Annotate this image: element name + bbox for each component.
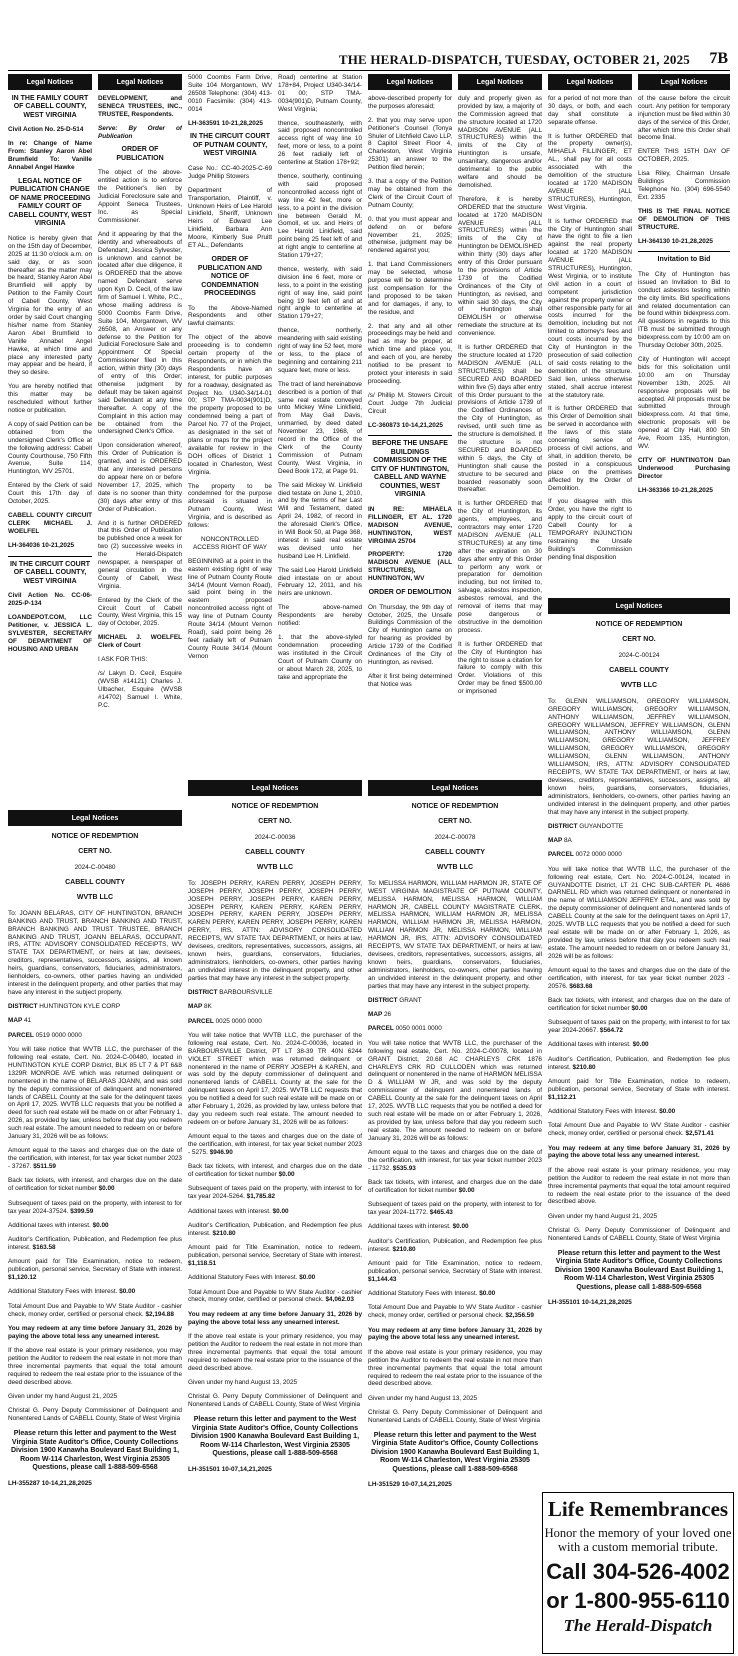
district-line bbox=[8, 1003, 182, 1011]
amount-label: Amount paid for Title Examination, notice to redeem, publication, personal service, Secretary of State with interest. bbox=[188, 1244, 362, 1260]
map-line bbox=[368, 1011, 542, 1019]
amount-4 bbox=[548, 1041, 730, 1049]
masthead bbox=[8, 50, 730, 71]
notice-body: It is further ORDERED that the City of Huntington shall have the right to file a lien against the real property located at 1720 MADISON AVENUE (ALL STRUCTURES), Huntington, West Virginia, or to institute civil action in a court of competent jurisdiction against the property owner or other responsible party for all costs incurred for the demolition, including but not limited to attorney's fees and court costs incurred by the City of Huntington in the prosecution of said collection of said costs relating to the demolition of the structure. Said lien, unless otherwise stated, shall accrue interest at the statutory rate. bbox=[548, 217, 632, 399]
notice-body: 1. that Land Commissioners may be selected, whose purpose will be to determine just compensation for the land proposed to be taken and for damages, if any, to the residue, and bbox=[368, 261, 452, 316]
amount-5 bbox=[368, 1238, 542, 1254]
notice-body: You will take notice that WVTB LLC, the purchaser of the following real estate, Cert. No. 2024-C-00078, located in GRANT District, 20.68 AC CHARLEYS CRK 1876 CHARLEYS CRK RD CULLODEN which was returned delinquent or nonentered in the name of HARMON MELISSA D & WILLIAM W JR, and was sold by the deputy commissioner of delinquent and nonentered lands of CABELL County at the sale for the delinquent taxes on April 17, 2025. WVTB LLC requests that you be notified a deed for such real estate will be made on or after February 1, 2026, as provided by law, unless before that day you redeem such real estate. The amount needed to redeem on or before January 31, 2026 will be as follows: bbox=[368, 1039, 542, 1142]
notice-body: thence, southerly, continuing with said proposed noncontrolled access right of way line 42 feet, more or less, to a point in the division line between Gerald M. Gomoll, et ux. and Heirs of Lee Harold Linkfield, said point being 25 feet left of and at right angle to centerline at Station 179+27; bbox=[278, 172, 362, 260]
amount-label: Back tax tickets, with interest, and charges due on the date of certification for ticket number bbox=[368, 1179, 542, 1194]
redemption-notice-4 bbox=[548, 598, 730, 1486]
amount-4 bbox=[188, 1208, 362, 1216]
case-number: Civil Action No. 25-D-514 bbox=[8, 126, 84, 134]
notice-body: 3. that a copy of the Petition may be obtained from the Clerk of the Circuit Court of Putnam County; bbox=[368, 178, 452, 209]
parcel-label: PARCEL bbox=[368, 1025, 394, 1033]
amount-value: $1,120.12 bbox=[8, 1274, 37, 1282]
amount-label: Total Amount Due and Payable to WV State Auditor - cashier check, money order, certified or personal check. bbox=[8, 1302, 182, 1318]
amount-value: $683.68 bbox=[569, 982, 593, 990]
given-line: Given under my hand August 21, 2025 bbox=[8, 1393, 118, 1401]
amount-label: Subsequent of taxes paid on the property, with interest to for tax year 2024-20667. bbox=[548, 1019, 730, 1035]
district-line bbox=[548, 823, 730, 831]
amount-value: $4,062.03 bbox=[325, 1296, 354, 1304]
addressees: To: GLENN WILLIAMSON, GREGORY WILLIAMSON, GREGORY WILLIAMSON, GREGORY WILLIAMSON, ANTHONY WILLIAMSON, JEFFREY WILLIAMSON, GREGORY WILLIAMSON, JEFFREY WILLIAMSON, GLENN WILLIAMSON, ANTHONY WILLIAMSON, GLENN WILLIAMSON, GREGORY WILLIAMSON, JEFFREY WILLIAMSON, GREGORY WILLIAMSON, GREGORY WILLIAMSON, GLENN WILLIAMSON, ANTHONY WILLIAMSON, IRS, ATTN: ADVISORY CONSOLIDATED RECEIPTS, WV STATE TAX DEPARTMENT, or heirs at law, devisees, creditors, representatives, successors, assigns, all known heirs, guardians, conservators, fiduciaries, administrators, lienholders, co-owners, other parties having an undivided interest in the delinquent property, and other parties that may have any interest in the subject property. bbox=[548, 697, 730, 816]
deadline-notice: You may redeem at any time before January 31, 2026 by paying the above total less any unearned interest. bbox=[8, 1324, 182, 1340]
deputy-signature: Christal G. Perry Deputy Commissioner of Delinquent and Nonentered Lands of CABELL County, State of West Virginia bbox=[548, 1227, 730, 1242]
amount-1 bbox=[548, 967, 730, 991]
notice-body: Notice is hereby given that on the 15th day of December, 2025 at 11:30 o'clock a.m. on said day, or as soon thereafter as the matter may be heard, Stanley Aaron Abel Brumfield will apply by Petition to the Family Court of Cabell County, West Virginia for the entry of an order by said Court changing his/her name from Stanley Aaron Abel Brumfield to Vanille Annabel Angel Hawke, at which time and place any interested party may appear and be heard, if they so desire. bbox=[8, 234, 92, 377]
given-line: Given under my hand August 13, 2025 bbox=[188, 1378, 298, 1386]
serve-line: Serve: By Order of Publication bbox=[98, 124, 182, 140]
amount-total bbox=[548, 1122, 730, 1138]
parties: Department of Transportation, Plaintiff, v. Unknown Heirs of Lee Harold Linkfield, Sheriff, Unknown Heirs of Edward Lee Linkfield, Barbara Ann Moore, Kimberly Sue Pruitt ET AL., Defendants bbox=[188, 186, 272, 250]
amount-value: $0.00 bbox=[659, 1108, 676, 1116]
amount-label: Total Amount Due and Payable to WV State Auditor - cashier check, money order, certified or personal check. bbox=[188, 1288, 362, 1304]
parcel-value: 0519 0000 0000 bbox=[35, 1031, 82, 1039]
section-header: Legal Notices bbox=[368, 74, 452, 90]
amount-label: Back tax tickets, with interest, and charges due on the date of certification for ticket number bbox=[188, 1163, 362, 1179]
notice-body: Upon consideration whereof, this Order of Publication is granted, and is ORDERED that any interested persons do appear here on or before November 17, 2025, which date is no sooner than thirty (30) days after entry of this Order of Publication. bbox=[98, 442, 182, 513]
ad-phone-tollfree[interactable]: or 1-800-955-6110 bbox=[546, 1588, 730, 1613]
return-instructions: Please return this letter and payment to the West Virginia State Auditor's Office, County Collections Division 1900 Kanawha Boulevard East Building 1, Room W-114 Charleston, West Virginia 25305 Questions, please call 1-888-509-6568 bbox=[190, 1416, 360, 1457]
amount-value: $0.00 bbox=[98, 1185, 115, 1193]
redemption-title: NOTICE OF REDEMPTION bbox=[231, 802, 319, 810]
amount-3 bbox=[8, 1200, 182, 1216]
notice-body: On Thursday, the 9th day of October, 2025, the Unsafe Buildings Commission of the City of Huntington came on for hearing as provided by Article 1739 of the Codified Ordinances of the City of Huntington, as revised. bbox=[368, 603, 452, 666]
parcel-label: PARCEL bbox=[188, 1017, 214, 1025]
district-label: DISTRICT bbox=[188, 988, 218, 996]
address-block: 5000 Coombs Farm Drive, Suite 104 Morgantown, WV 26508 Telephone: (304) 413-0010 Facsimile: (304) 413-0014 bbox=[188, 74, 272, 113]
name-change-parties: In re: Change of Name From: Stanley Aaron Abel Brumfield To: Vanille Annabel Angel Hawke bbox=[8, 140, 92, 172]
notice-body: Entered by the Clerk of said Court this 17th day of October, 2025. bbox=[8, 482, 92, 506]
respondents-heading: DEVELOPMENT, and SENECA TRUSTEES, INC., TRUSTEE, Respondents. bbox=[98, 94, 182, 118]
notice-body: After it first being determined that Notice was bbox=[368, 672, 452, 688]
cert-number: 2024-C-00124 bbox=[618, 651, 660, 659]
ad-tagline: Honor the memory of your loved one with a custom memorial tribute. bbox=[544, 1526, 732, 1554]
county-name: CABELL COUNTY bbox=[609, 666, 669, 674]
amount-label: Additional taxes with interest. bbox=[548, 1041, 631, 1049]
cert-number: 2024-C-00036 bbox=[254, 833, 296, 841]
buyer-name: WVTB LLC bbox=[76, 894, 114, 902]
amount-label: Amount equal to the taxes and charges due on the date of the certification, with interest, for tax year ticket number 2023 - 5275. bbox=[188, 1133, 362, 1156]
final-notice: THIS IS THE FINAL NOTICE OF DEMOLITION OF THIS STRUCTURE. bbox=[638, 207, 730, 231]
amount-value: $1,785.82 bbox=[246, 1193, 276, 1201]
map-value: 8A bbox=[563, 837, 572, 845]
district-line bbox=[368, 997, 542, 1005]
amount-3 bbox=[548, 1019, 730, 1035]
amount-value: $564.72 bbox=[599, 1027, 623, 1035]
notice-body: The said Mickey W. Linkfield died testate on June 1, 2010, and by the terms of her Last Will and Testament, dated April 24, 1982, of record in the aforesaid Clerk's Office, in Will Book 50, at Page 368, interest in said real estate was devised unto her husband Lee H. Linkfield. bbox=[278, 481, 362, 560]
notice-body: It is further ORDERED that the City of Huntington, its agents, employees, and contractors may enter 1720 MADISON AVENUE (ALL STRUCTURES) at any time after the expiration on 30 days after entry of this Order to perform any work or preparation for demolition including, but not limited to, salvage, asbestos inspection, asbestos removal, and the removal of items that may pose dangerous or obstructive in the demolition process. bbox=[458, 500, 542, 634]
amount-6 bbox=[8, 1258, 182, 1282]
notice-body: Entered by the Clerk of the Circuit Court of Cabell County, West Virginia, this 15 day of October, 2025. bbox=[98, 596, 182, 628]
amount-label: Amount paid for Title Examination, notice to redeem, publication, personal service, Secretary of State with interest. bbox=[8, 1258, 182, 1274]
divider bbox=[638, 251, 730, 252]
cert-number: 2024-C-00480 bbox=[74, 863, 116, 871]
deadline-notice: You may redeem at any time before January 31, 2026 by paying the above total less any unearned interest. bbox=[188, 1310, 362, 1326]
amount-7 bbox=[8, 1288, 182, 1296]
cert-number: 2024-C-00078 bbox=[434, 833, 476, 841]
commission-signature: Lisa Riley, Chairman Unsafe Buildings Commission Telephone No. (304) 696-5540 Ext. 2335 bbox=[638, 170, 730, 201]
primary-residence-notice: If the above real estate is your primary residence, you may petition the Auditor to redeem the real estate in not more than three incremental payments that equal the total amount required to redeem the real estate prior to the issuance of the deed described above. bbox=[548, 1166, 730, 1206]
legal-ref: LH-355101 10-14,21,28,2025 bbox=[548, 1299, 632, 1307]
parcel-value: 0025 0000 0000 bbox=[215, 1017, 262, 1025]
redemption-notice-1 bbox=[8, 810, 182, 1652]
ask-line: I ASK FOR THIS: bbox=[98, 656, 148, 664]
map-line bbox=[548, 837, 730, 845]
district-value: HUNTINGTON KYLE CORP bbox=[39, 1003, 121, 1011]
order-title: ORDER OF DEMOLITION bbox=[368, 589, 452, 597]
map-label: MAP bbox=[188, 1003, 203, 1011]
district-label: DISTRICT bbox=[548, 822, 578, 830]
primary-residence-notice: If the above real estate is your primary residence, you may petition the Auditor to redeem the real estate in not more than three incremental payments that equal the total amount required to redeem the real estate prior to the issuance of the deed described above. bbox=[8, 1347, 182, 1386]
notice-body: The said Lee Harold Linkfield died intestate on or about February 12, 2011, and his heirs are unknown. bbox=[278, 566, 362, 598]
amount-value: $1,112.21 bbox=[548, 1093, 577, 1101]
column-8 bbox=[638, 74, 730, 594]
amount-1 bbox=[188, 1133, 362, 1157]
county-name: CABELL COUNTY bbox=[65, 878, 125, 886]
amount-label: Amount equal to the taxes and charges due on the date of the certification, with interest, for tax year ticket number 2023 - 20576. bbox=[548, 966, 730, 990]
amount-4 bbox=[8, 1222, 182, 1230]
amount-5 bbox=[548, 1056, 730, 1072]
legal-ref: LH-364036 10-21,2025 bbox=[8, 541, 75, 549]
amount-label: Additional taxes with interest. bbox=[368, 1223, 451, 1231]
amount-label: Back tax tickets, with interest, and charges due on the date of certification for ticket number bbox=[548, 997, 730, 1012]
amount-4 bbox=[368, 1223, 542, 1231]
amount-label: Amount paid for Title Examination, notice to redeem, publication, personal service, Secretary of State with interest. bbox=[548, 1077, 730, 1093]
amount-value: $465.43 bbox=[429, 1209, 453, 1217]
notice-body: The property to be condemned for the purpose aforesaid is situated in Putnam County, West Virginia, and is described as follows: bbox=[188, 482, 272, 530]
amount-label: Subsequent of taxes paid on the property, with interest to for tax year 2024-5264. bbox=[188, 1185, 362, 1201]
notice-body: 1. that the above-styled condemnation proceeding was instituted in the Circuit Court of Putnam County on or about March 28, 2025, to take and appropriate the bbox=[278, 634, 362, 681]
return-instructions: Please return this letter and payment to the West Virginia State Auditor's Office, County Collections Division 1900 Kanawha Boulevard East Building 1, Room W-114 Charleston, West Virginia 25305 Questions, please call 1-888-509-6568 bbox=[10, 1430, 180, 1472]
parcel-label: PARCEL bbox=[8, 1031, 34, 1039]
parcel-line bbox=[548, 851, 730, 859]
paper-dateline: THE HERALD-DISPATCH, TUESDAY, OCTOBER 21, 2025 bbox=[338, 52, 690, 67]
column-6 bbox=[458, 74, 542, 752]
section-header: Legal Notices bbox=[458, 74, 542, 90]
map-label: MAP bbox=[8, 1017, 23, 1025]
addressees: To: JOANN BELARAS, CITY OF HUNTINGTON, BRANCH BANKING AND TRUST, BRANCH BANKING AND TRUST, BRANCH BANKING AND TRUST TRUSTEE, BRANCH BANKING AND TRUST, JOANN BELARAS, OCCUPANT, IRS, ATTN: ADVISORY CONSOLIDATED RECEIPTS, WV STATE TAX DEPARTMENT, or heirs at law, devisees, creditors, representatives, successors, assigns, all known heirs, guardians, conservators, fiduciaries, administrators, lienholders, co-owners, other parties having an undivided interest in the delinquent property, and other parties that may have any interest in the subject property. bbox=[8, 909, 182, 996]
notice-body: The object of the above proceeding is to condemn certain property of the Respondents, or in which the Respondents have an interest, for public purposes for a roadway, designated as Project No. U340-34/14-01 00; STP TMA-0034(901)D, the property proposed to be condemned being a part of Parcel No. 77 of the Project, as designated in the set of plans or maps for the project available for review in the DOH offices of District 1 located in Charleston, West Virginia. bbox=[188, 334, 272, 476]
section-header: Legal Notices bbox=[8, 74, 92, 90]
amount-label: Total Amount Due and Payable to WV State Auditor - cashier check, money order, certified or personal check. bbox=[548, 1122, 730, 1138]
amount-value: $2,356.59 bbox=[505, 1312, 534, 1320]
section-header: Legal Notices bbox=[98, 74, 182, 90]
court-heading: IN THE FAMILY COURT OF CABELL COUNTY, WEST VIRGINIA bbox=[11, 94, 89, 119]
map-line bbox=[8, 1017, 182, 1025]
column-5 bbox=[368, 74, 452, 752]
primary-residence-notice: If the above real estate is your primary residence, you may petition the Auditor to redeem the real estate in not more than three incremental payments that equal the total amount required to redeem the real estate prior to the issuance of the deed described above. bbox=[368, 1348, 542, 1388]
legal-ref: LH-363366 10-21,28,2025 bbox=[638, 486, 713, 494]
section-header: Legal Notices bbox=[188, 780, 362, 796]
notice-body: It is further ORDERED that the City of Huntington has the right to issue a citation for failure to comply with this Order. Violations of this Order may be fined $500.00 or imprisoned bbox=[458, 640, 542, 696]
amount-value: $0.00 bbox=[479, 1290, 496, 1298]
amount-value: $1,144.43 bbox=[368, 1275, 397, 1283]
deputy-signature: Christal G. Perry Deputy Commissioner of Delinquent and Nonentered Lands of CABELL County, State of West Virginia bbox=[188, 1393, 362, 1409]
map-value: 26 bbox=[383, 1011, 392, 1019]
notice-body: To the Above-Named Respondents and other lawful claimants: bbox=[188, 304, 272, 328]
notice-body: thence, westerly, with said division line 6 feet, more or less, to a point in the existing right of way line, said point being 19 feet left of and at right angle to centerline at Station 179+27; bbox=[278, 265, 362, 321]
amount-6 bbox=[368, 1260, 542, 1284]
district-label: DISTRICT bbox=[368, 996, 398, 1004]
notice-body: 2. that you may serve upon Petitioner's Counsel (Tonya Shuler of Litchfield Cavo LLP, 8 Capitol Street Floor 4, Charleston, West Virginia 25301) an answer to the Petition filed herein; bbox=[368, 116, 452, 172]
notice-body: for a period of not more than 30 days, or both, and each day shall constitute a separate offense. bbox=[548, 94, 632, 126]
amount-value: $511.59 bbox=[33, 1163, 56, 1171]
attorney-signature: /s/ Lakyn D. Cecil, Esquire (WVSB #14121) Charles J. Ulbacher, Esquire (WVSB #14702) Samuel I. White, P.C. bbox=[98, 670, 182, 709]
amount-label: Additional taxes with interest. bbox=[8, 1221, 91, 1229]
clerk-signature: MICHAEL J. WOELFEL Clerk of Court bbox=[98, 634, 182, 650]
amount-7 bbox=[548, 1108, 730, 1116]
buyer-name: WVTB LLC bbox=[620, 682, 658, 690]
notice-body: You will take notice that WVTB LLC, the purchaser of the following real estate, Cert. No. 2024-C-00480, located in HUNTINGTON KYLE CORP District, BLK 85 LT 7 & PT 6&8 1329R MONROE AVE which was returned delinquent or nonentered in the name of BELARAS JOANN, and was sold by the deputy commissioner of delinquent and nonentered lands of CABELL County at the sale for the delinquent taxes on April 17, 2025. WVTB LLC requests that you be notified a deed for such real estate will be made on or after February 1, 2026, as provided by law, unless before that day you redeem such real estate. The amount needed to redeem on or before January 31, 2026 will be as follows: bbox=[8, 1046, 182, 1141]
notice-body: You will take notice that WVTB LLC, the purchaser of the following real estate, Cert. No. 2024-C-00124, located in GUYANDOTTE District, LT 21 CHC SUB-CARTER PL 4686 DARNELL RD which was returned delinquent or nonentered in the name of WILLIAMSON JEFFREY ETAL, and was sold by the deputy commissioner of delinquent and nonentered lands of CABELL County at the sale for the delinquent taxes on April 17, 2025. WVTB LLC requests that you be notified a deed for such real estate will be made on or after February 1, 2026, as provided by law, unless before that day you redeem such real estate. The amount needed to redeem on or before January 31, 2026 will be as follows: bbox=[548, 865, 730, 960]
deputy-signature: Christal G. Perry Deputy Commissioner of Delinquent and Nonentered Lands of CABELL County, State of West Virginia bbox=[8, 1407, 182, 1423]
amount-value: $210.80 bbox=[572, 1063, 596, 1071]
amount-2 bbox=[548, 997, 730, 1013]
amount-7 bbox=[368, 1290, 542, 1298]
amount-label: Subsequent of taxes paid on the property, with interest to for tax year 2024-11772. bbox=[368, 1201, 542, 1217]
amount-value: $0.00 bbox=[452, 1223, 469, 1231]
amount-value: $0.00 bbox=[92, 1221, 109, 1229]
in-re: IN RE: MIHAELA FILLINGER, ET AL. 1720 MADISON AVENUE, HUNTINGTON, WEST VIRGINIA 25704 bbox=[368, 505, 452, 545]
section-header: Legal Notices bbox=[8, 810, 182, 826]
page-number: 7B bbox=[709, 50, 728, 67]
column-7 bbox=[548, 74, 632, 594]
buyer-name: WVTB LLC bbox=[436, 864, 474, 872]
notice-body: The above-named Respondents are hereby notified: bbox=[278, 604, 362, 628]
notice-body: It is further ORDERED that the property owner(s), MIHAELA FILLINGER, ET AL., shall pay for all costs associated with the demolition of the structure located at 1720 MADISON AVENUE (ALL STRUCTURES), Huntington, West Virginia. bbox=[548, 132, 632, 211]
legal-ref: LH-351529 10-07,14,21,2025 bbox=[368, 1481, 452, 1489]
map-line bbox=[188, 1003, 362, 1011]
notice-body: above-described property for the purposes aforesaid; bbox=[368, 94, 452, 110]
purchasing-signature: CITY OF HUNTINGTON Dan Underwood Purchasing Director bbox=[638, 456, 730, 480]
legal-ref: LH-364130 10-21,28,2025 bbox=[638, 237, 713, 245]
subheading: NONCONTROLLED ACCESS RIGHT OF WAY bbox=[192, 535, 268, 551]
notice-body: duly and properly given as provided by law, a majority of the Commission agreed that the structure located at 1720 MADISON AVENUE (ALL STRUCTURES) within the limits of the City of Huntington is unsafe, unsanitary, dangerous and/or detrimental to the public welfare and should be demolished. bbox=[458, 94, 542, 189]
legal-ref: LC-360873 10-14,21,2025 bbox=[368, 421, 443, 429]
parcel-value: 0072 0000 0000 bbox=[575, 851, 622, 859]
amount-total bbox=[8, 1303, 182, 1319]
cert-label: CERT NO. bbox=[78, 848, 112, 856]
district-value: BARBOURSVILLE bbox=[219, 988, 273, 996]
memorial-ad[interactable] bbox=[542, 1492, 734, 1654]
district-value: GRANT bbox=[399, 996, 422, 1004]
parcel-line bbox=[188, 1018, 362, 1026]
column-3 bbox=[188, 74, 272, 752]
amount-label: Amount paid for Title Examination, notice to redeem, publication, personal service, Secretary of State with interest. bbox=[368, 1259, 542, 1275]
amount-label: Additional Statutory Fees with Interest. bbox=[8, 1288, 118, 1296]
amount-label: Auditor's Certification, Publication, and Redemption fee plus interest. bbox=[188, 1221, 362, 1237]
notice-body: The tract of land hereinabove described is a portion of that same real estate conveyed unto Mickey Wine Linkfield, from May Gail Davis, unmarried, by deed dated November 23, 1968, of record in the Office of the Clerk of the County Commission of Putnam County, West Virginia, in Deed Book 172, at Page 91. bbox=[278, 380, 362, 475]
section-header: Legal Notices bbox=[638, 74, 730, 90]
map-value: 41 bbox=[23, 1017, 32, 1025]
property-line: PROPERTY: 1720 MADISON AVENUE (ALL STRUCTURES), HUNTINGTON, WV bbox=[368, 551, 452, 583]
amount-label: Auditor's Certification, Publication, and Redemption fee plus interest. bbox=[368, 1237, 542, 1253]
redemption-title: NOTICE OF REDEMPTION bbox=[411, 802, 499, 810]
amount-value: $0.00 bbox=[278, 1171, 295, 1179]
column-1 bbox=[8, 74, 92, 752]
county-name: CABELL COUNTY bbox=[245, 848, 305, 856]
redemption-notice-3 bbox=[368, 780, 542, 1652]
amount-value: $2,194.88 bbox=[145, 1310, 174, 1318]
notice-title: LEGAL NOTICE OF PUBLICATION CHANGE OF NAME PROCEEDING FAMILY COURT OF CABELL COUNTY, WEST VIRGINIA bbox=[8, 177, 92, 228]
notice-body: It is further ORDERED that the structure located at 1720 MADISON AVENUE (ALL STRUCTURES) shall be SECURED AND BOARDED within five (5) days after entry of this Order pursuant to the provisions of Article 1739 of the Codified Ordinances of the City of Huntington, as revised, until such time as the structure is demolished. If the structure is not SECURED and BOARDED within 5 days, the City of Huntington shall cause the structure to be secured and boarded reasonably soon thereafter. bbox=[458, 344, 542, 494]
section-header: Legal Notices bbox=[548, 74, 632, 90]
clerk-signature: CABELL COUNTY CIRCUIT CLERK MICHAEL J. WOELFEL bbox=[8, 511, 92, 535]
amount-label: Back tax tickets, with interest, and charges due on the date of certification for ticket number bbox=[8, 1177, 182, 1193]
redemption-notice-2 bbox=[188, 780, 362, 1652]
addressees: To: MELISSA HARMON, WILLIAM HARMON JR, STATE OF WEST VIRGINIA MAGISTRATE OF PUTNAM COUNTY, MELISSA HARMON, MELISSA HARMON, WILLIAM HARMON JR, CABELL COUNTY MAGISTRATE CLERK, MELISSA HARMON, WILLIAM HARMON JR, MELISSA HARMON, WILLIAM HARMON JR, MELISSA HARMON, WILLIAM HARMON JR, MELISSA HARMON, WILLIAM HARMON JR, IRS, ATTN: ADVISORY CONSOLIDATED RECEIPTS, WV STATE TAX DEPARTMENT, or heirs at law, devisees, creditors, representatives, successors, assigns, all known heirs, guardians, conservators, fiduciaries, administrators, lienholders, co-owners, other parties having an undivided interest in the delinquent property, and other parties that may have any interest in the subject property. bbox=[368, 879, 542, 990]
ad-phone-local[interactable]: Call 304-526-4002 bbox=[546, 1559, 730, 1584]
legal-ref: LH-351501 10-07,14,21,2025 bbox=[188, 1465, 272, 1473]
amount-label: Amount equal to the taxes and charges due on the date of the certification, with interest, for tax year ticket number 2023 - 37267. bbox=[8, 1147, 182, 1171]
parties: LOANDEPOT.COM, LLC Petitioner, v. JESSICA L. SYLVESTER, SECRETARY OF DEPARTMENT OF HOUSING AND URBAN bbox=[8, 613, 92, 653]
amount-label: Additional Statutory Fees with Interest. bbox=[188, 1274, 298, 1282]
given-line: Given under my hand August 13, 2025 bbox=[368, 1394, 478, 1402]
notice-body: The City of Huntington has issued an Invitation to Bid to conduct asbestos testing within the city limits. Bid specifications and related documentation can be found within bidexpress.com. All questions in regards to this ITB must be submitted through bidexpress.com by 10:00 am on Thursday October 30th, 2025. bbox=[638, 270, 730, 350]
case-number: Civil Action No. CC-06-2025-P-134 bbox=[8, 592, 92, 607]
amount-6 bbox=[188, 1244, 362, 1268]
notice-body: thence, northerly, meandering with said existing right of way line 52 feet, more or less, to the place of beginning and containing 211 square feet, more or less. bbox=[278, 327, 362, 374]
ad-title: Life Remembrances bbox=[547, 1497, 729, 1521]
map-value: 8K bbox=[203, 1003, 212, 1011]
deadline-notice: You may redeem at any time before January 31, 2026 by paying the above total less any unearned interest. bbox=[368, 1326, 542, 1342]
district-value: GUYANDOTTE bbox=[579, 822, 624, 830]
bid-heading: Invitation to Bid bbox=[657, 256, 711, 264]
cert-label: CERT NO. bbox=[622, 636, 656, 644]
parcel-line bbox=[368, 1025, 542, 1033]
notice-body: And it appearing by that the identity and whereabouts of Defendant, Jessica Sylvester, is unknown and cannot be located after due diligence, it is ORDERED that the above named Defendant serve upon Kyn D. Cecil, of the law firm of Samuel I. White, P.C., whose mailing address is 5000 Coombs Farm Drive, Suite 104, Morgantown, WV 26508, an Answer or any defense to the Petition for Judicial Foreclosure Sale and Appointment Of Special Commissioner filed in this action, within thirty (30) days of entry of this Order; otherwise judgment by default may be taken against said Defendant at any time thereafter. A copy of the Complaint in this action may be obtained from the undersigned Clerk's Office. bbox=[98, 230, 182, 436]
parcel-line bbox=[8, 1032, 182, 1040]
amount-value: $0.00 bbox=[119, 1288, 136, 1296]
notice-body: 0. that you must appear and defend on or before November 21, 2025; otherwise, judgment may be rendered against you; bbox=[368, 215, 452, 255]
amount-label: Additional Statutory Fees with Interest. bbox=[368, 1290, 478, 1298]
amount-value: $210.80 bbox=[212, 1229, 236, 1237]
judge-signature: /s/ Phillip M. Stowers Circuit Court Judge 7th Judicial Circuit bbox=[368, 391, 452, 415]
amount-value: $946.90 bbox=[209, 1148, 233, 1156]
amount-5 bbox=[188, 1222, 362, 1238]
redemption-title: NOTICE OF REDEMPTION bbox=[51, 832, 139, 840]
amount-value: $2,571.41 bbox=[685, 1130, 714, 1138]
herald-dispatch-logo: The Herald-Dispatch bbox=[563, 1616, 713, 1635]
amount-label: Auditor's Certification, Publication, and Redemption fee plus interest. bbox=[8, 1236, 182, 1252]
notice-body: BEGINNING at a point in the eastern existing right of way line of Putnam County Route 34/14 (Mount Vernon Road), said point being in the eastern proposed noncontrolled access right of way line of Putnam County Route 34/14 (Mount Vernon Road), said point being 26 feet radially left of Putnam County Route 34/14 (Mount Vernon bbox=[188, 557, 272, 660]
parcel-value: 0050 0001 0000 bbox=[395, 1025, 442, 1033]
map-label: MAP bbox=[368, 1011, 383, 1019]
return-instructions: Please return this letter and payment to the West Virginia State Auditor's Office, County Collections Division 1900 Kanawha Boulevard East Building 1, Room W-114 Charleston, West Virginia 25305 Questions, please call 1-888-509-6568 bbox=[554, 1249, 724, 1291]
legal-ref: LH-355287 10-14,21,28,2025 bbox=[8, 1479, 92, 1487]
redemption-title: NOTICE OF REDEMPTION bbox=[595, 620, 683, 628]
deadline-notice: You may redeem at any time before January 31, 2026 by paying the above total less any unearned interest. bbox=[548, 1144, 730, 1160]
case-number: Case No.: CC-40-2025-C-69 Judge Phillip Stowers bbox=[188, 164, 272, 180]
order-title: ORDER OF PUBLICATION bbox=[116, 146, 164, 162]
divider bbox=[8, 556, 92, 557]
section-header: Legal Notices bbox=[368, 780, 542, 796]
amount-2 bbox=[8, 1177, 182, 1193]
amount-3 bbox=[188, 1185, 362, 1201]
notice-body: A copy of said Petition can be obtained from the undersigned Clerk's Office at the following address: Cabell County Courthouse, 750 Fifth Avenue, Suite 114, Huntington, WV 25701. bbox=[8, 420, 92, 476]
amount-label: Amount equal to the taxes and charges due on the date of the certification, with interest, for tax year ticket number 2023 - 11732. bbox=[368, 1148, 542, 1172]
amount-label: Additional Statutory Fees with Interest. bbox=[548, 1108, 658, 1116]
district-line bbox=[188, 989, 362, 997]
amount-2 bbox=[368, 1179, 542, 1195]
amount-value: $210.80 bbox=[392, 1245, 416, 1253]
amount-label: Subsequent of taxes paid on the property, with interest to for tax year 2024-37524. bbox=[8, 1199, 182, 1215]
cert-label: CERT NO. bbox=[258, 818, 292, 826]
buyer-name: WVTB LLC bbox=[256, 864, 294, 872]
amount-1 bbox=[368, 1149, 542, 1173]
notice-body: City of Huntington will accept bids for this solicitation until 10:00 am on Thursday November 13th, 2025. All responsive proposals will be accepted. All proposals must be submitted through bidexpress.com. At that time, electronic proposals will be opened at City Hall, 800 5th Ave, Room 135, Huntington, WV. bbox=[638, 355, 730, 450]
amount-value: $0.00 bbox=[632, 1041, 649, 1049]
amount-value: $399.59 bbox=[70, 1207, 94, 1215]
deputy-signature: Christal G. Perry Deputy Commissioner of Delinquent and Nonentered Lands of CABELL County, State of West Virginia bbox=[368, 1409, 542, 1424]
district-label: DISTRICT bbox=[8, 1003, 38, 1011]
amount-2 bbox=[188, 1163, 362, 1179]
amount-value: $163.58 bbox=[32, 1244, 56, 1252]
amount-total bbox=[368, 1304, 542, 1320]
cert-label: CERT NO. bbox=[438, 818, 472, 826]
court-heading: IN THE CIRCUIT COURT OF CABELL COUNTY, WEST VIRGINIA bbox=[9, 560, 91, 585]
amount-7 bbox=[188, 1274, 362, 1282]
amount-value: $1,118.51 bbox=[188, 1259, 217, 1267]
return-instructions: Please return this letter and payment to the West Virginia State Auditor's Office, County Collections Division 1900 Kanawha Boulevard East Building 1, Room W-114 Charleston, West Virginia 25305 Questions, please call 1-888-509-6568 bbox=[370, 1431, 540, 1473]
county-name: CABELL COUNTY bbox=[425, 848, 485, 856]
amount-label: Auditor's Certification, Publication, and Redemption fee plus interest. bbox=[548, 1055, 730, 1071]
divider bbox=[368, 435, 452, 436]
notice-body: And it is further ORDERED that this Order of Publication be published once a week for two (2) successive weeks in the Herald-Dispatch newspaper, a newspaper of general circulation in the County of Cabell, West Virginia. bbox=[98, 519, 182, 590]
notice-body: You are hereby notified that this matter may be rescheduled without further notice or publication. bbox=[8, 383, 92, 414]
notice-body: The object of the above-entitled action is to enforce the Petitioner's lien by Judicial Foreclosure sale and Appoint Seneca Trustees, Inc. as Special Commissioner. bbox=[98, 169, 182, 224]
column-2 bbox=[98, 74, 182, 752]
notice-body: If you disagree with this Order, you have the right to apply to the circuit court of Cabell County for a TEMPORARY INJUNCTION restraining the Unsafe Building's Commission pending final disposition bbox=[548, 498, 632, 561]
notice-body: It is further ORDERED that this Order of Demolition shall be served in accordance with the laws of this state concerning service of process of civil actions, and shall, in addition thereto, be posted in a conspicuous place on the premises affected by the Order of Demolition. bbox=[548, 405, 632, 492]
amount-5 bbox=[8, 1236, 182, 1252]
amount-label: Total Amount Due and Payable to WV State Auditor - cashier check, money order, certified or personal check. bbox=[368, 1304, 542, 1320]
primary-residence-notice: If the above real estate is your primary residence, you may petition the Auditor to redeem the real estate in not more than three incremental payments that equal the total amount required to redeem the real estate prior to the issuance of the deed described above. bbox=[188, 1332, 362, 1372]
notice-body: Road) centerline at Station 178+84, Project U340-34/14-01 00; STP TMA-0034(901)D, Putnam County, West Virginia; bbox=[278, 74, 362, 113]
legal-ref: LH-363591 10-21,28,2025 bbox=[188, 119, 263, 127]
notice-body: Therefore, it is hereby ORDERED that the structure located at 1720 MADISON AVENUE (ALL STRUCTURES) within the limits of the City of Huntington be DEMOLISHED within thirty (30) days after entry of this Order pursuant to the provisions of Article 1739 of the Codified Ordinances of the City of Huntington, as revised, and within said 30 days, the City of Huntington shall DEMOLISH or otherwise remediate the structure at its convenience. bbox=[458, 195, 542, 338]
amount-value: $0.00 bbox=[631, 1004, 648, 1012]
addressees: To: JOSEPH PERRY, KAREN PERRY, JOSEPH PERRY, JOSEPH PERRY, JOSEPH PERRY, JOSEPH PERRY, JOSEPH PERRY, JOSEPH PERRY, KAREN PERRY, JOSEPH PERRY, KAREN PERRY, KAREN PERRY, JOSEPH PERRY, KAREN PERRY, JOSEPH PERRY, KAREN PERRY, KAREN PERRY, JOSEPH PERRY, KAREN PERRY, IRS, ATTN: ADVISORY CONSOLIDATED RECEIPTS, WV STATE TAX DEPARTMENT, or heirs at law, devisees, creditors, representatives, successors, assigns, all known heirs, guardians, conservators, fiduciaries, administrators, lienholders, co-owners, other parties having an undivided interest in the delinquent property, and other parties that may have any interest in the subject property. bbox=[188, 879, 362, 982]
notice-body: You will take notice that WVTB LLC, the purchaser of the following real estate, Cert. No. 2024-C-00036, located in BARBOURSVILLE District, PT LT 38-39 TR 40N 6244 VIOLET STREET which was returned delinquent or nonentered in the name of PERRY JOSEPH & KAREN, and was sold by the deputy commissioner of delinquent and nonentered lands of CABELL County at the sale for the delinquent taxes on April 17, 2025. WVTB LLC requests that you be notified a deed for such real estate will be made on or after February 1, 2026, as provided by law, unless before that day you redeem such real estate. The amount needed to redeem on or before January 31, 2026 will be as follows: bbox=[188, 1031, 362, 1126]
notice-body: thence, southeasterly, with said proposed noncontrolled access right of way line 10 feet, more or less, to a point 26 feet radially left of centerline at Station 178+92; bbox=[278, 119, 362, 167]
amount-total bbox=[188, 1289, 362, 1305]
court-heading: IN THE CIRCUIT COURT OF PUTNAM COUNTY, WEST VIRGINIA bbox=[189, 133, 271, 158]
given-line: Given under my hand August 21, 2025 bbox=[548, 1212, 658, 1220]
amount-value: $0.00 bbox=[458, 1186, 475, 1194]
notice-body: of the cause before the circuit court. Any petition for temporary injunction must be filed within 30 days of the service of this Order, after which time this Order shall become final. bbox=[638, 94, 730, 142]
amount-value: $535.93 bbox=[392, 1164, 416, 1172]
amount-1 bbox=[8, 1147, 182, 1171]
board-heading: BEFORE THE UNSAFE BUILDINGS COMMISSION OF THE CITY OF HUNTINGTON, CABELL AND WAYNE COUNTIES, WEST VIRGINIA bbox=[371, 440, 449, 499]
amount-value: $0.00 bbox=[299, 1274, 316, 1282]
amount-3 bbox=[368, 1201, 542, 1217]
amount-label: Additional taxes with interest. bbox=[188, 1207, 271, 1215]
section-header: Legal Notices bbox=[548, 598, 730, 614]
map-label: MAP bbox=[548, 837, 563, 845]
notice-body: 2. that any and all other proceedings may be held and had as may be proper, at which time and place you, and each of you, are hereby notified to be present to protect your interests in said proceeding. bbox=[368, 322, 452, 385]
amount-value: $0.00 bbox=[272, 1207, 289, 1215]
notice-body: ENTER THIS 15TH DAY OF OCTOBER, 2025. bbox=[638, 148, 730, 164]
column-4 bbox=[278, 74, 362, 752]
parcel-label: PARCEL bbox=[548, 851, 574, 859]
amount-6 bbox=[548, 1078, 730, 1102]
order-title: ORDER OF PUBLICATION AND NOTICE OF CONDEMNATION PROCEEDINGS bbox=[197, 256, 263, 297]
